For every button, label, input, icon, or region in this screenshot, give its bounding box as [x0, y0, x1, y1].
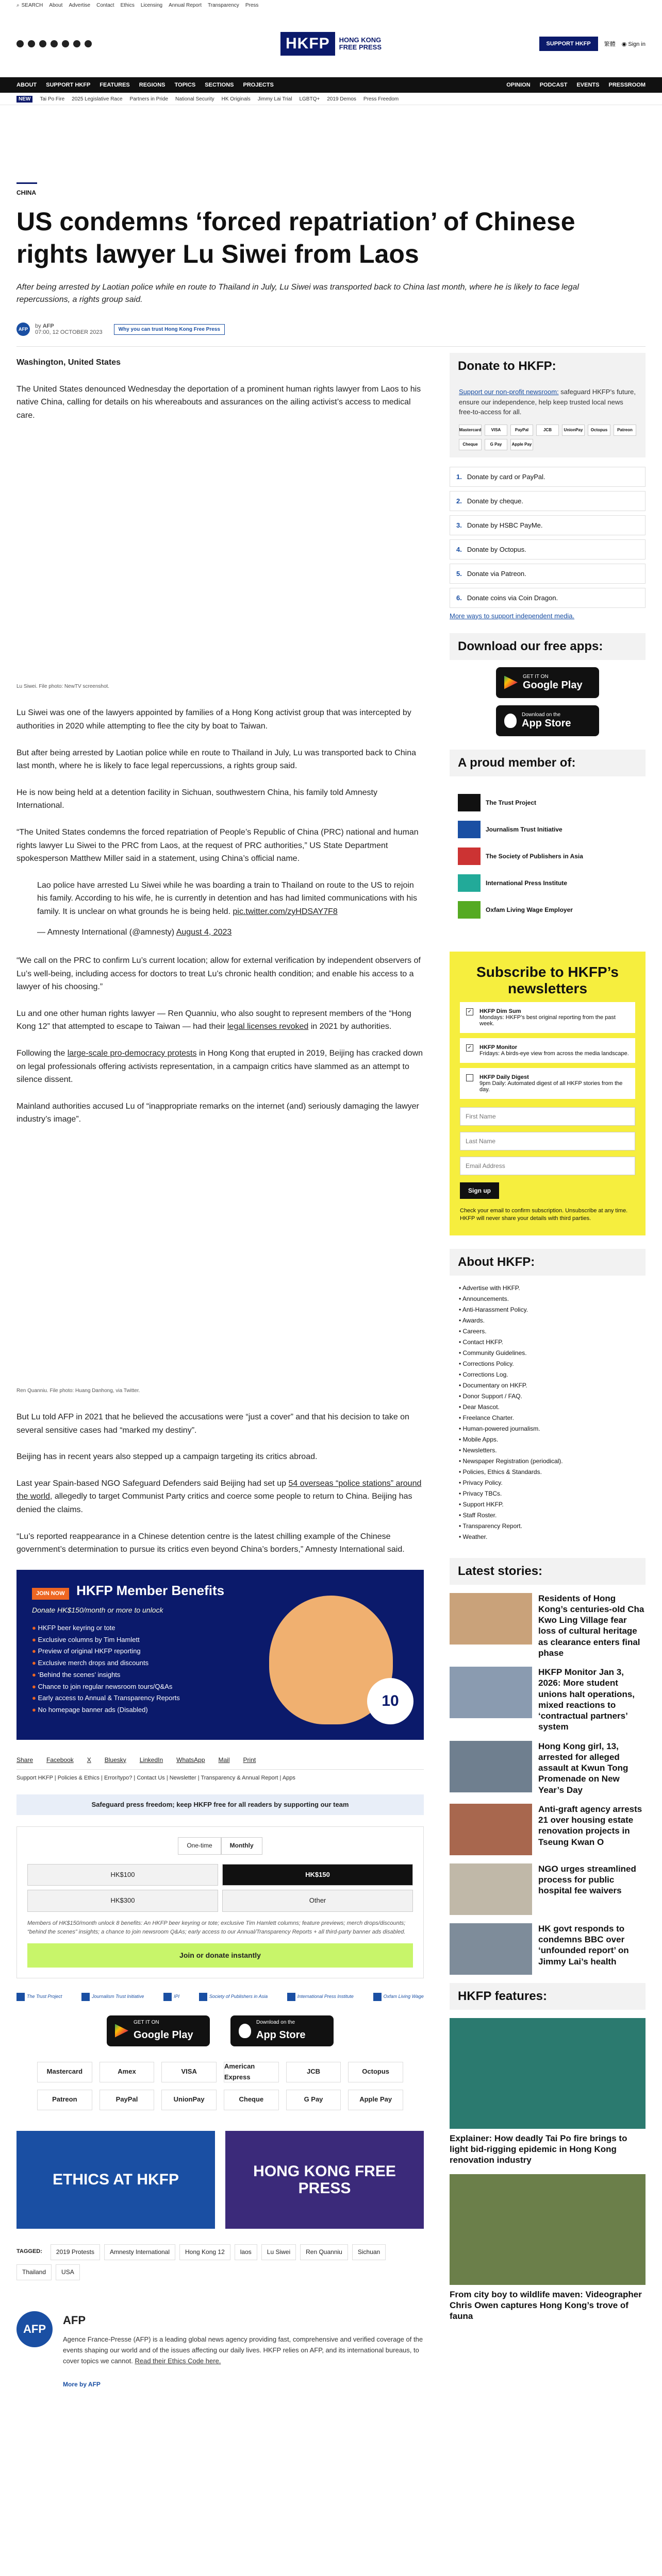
paragraph: Beijing has in recent years also stepped up a campaign targeting its critics abroad.: [16, 1452, 318, 1462]
about-link[interactable]: • Careers.: [459, 1327, 487, 1335]
anniversary-badge: 10: [367, 1678, 413, 1724]
byline: [16, 323, 646, 336]
author-bio: Agence France-Presse (AFP) is a leading global news agency providing fast, comprehensive and verified coverage of the events shaping our world and of the issues affecting our daily lives. HKFP relies on AFP, and its international bureaus, to cover topics we cannot. Read their Ethics Code here.: [63, 2335, 423, 2365]
cheque-icon: Cheque: [459, 439, 482, 450]
paragraph: Lu and one other human rights lawyer — Ren Quanniu, who also sought to represent members of the “Hong Kong 12” that attempted to escape to Taiwan — had their legal licenses revoked in 2021 by authorities.: [16, 1009, 411, 1031]
more-by-author-link[interactable]: More by AFP: [63, 2381, 101, 2388]
nav-support[interactable]: SUPPORT HKFP: [46, 82, 91, 88]
inline-link[interactable]: large-scale pro-democracy protests: [67, 1049, 197, 1058]
member-logo[interactable]: The Trust Project: [458, 794, 637, 811]
share-mail[interactable]: Mail: [218, 1756, 230, 1764]
feature-image[interactable]: [450, 2018, 646, 2129]
frequency-toggle: [27, 1837, 413, 1854]
paragraph: But Lu told AFP in 2021 that he believed the accusations were “just a cover” and that his decision to take on several sensitive cases had “marked my destiny”.: [16, 1413, 409, 1435]
social-links: [16, 40, 92, 47]
google-play-icon: [115, 2024, 128, 2038]
share-x[interactable]: X: [87, 1756, 91, 1764]
about-link[interactable]: • Announcements.: [459, 1295, 509, 1302]
paypal-icon: PayPal: [510, 425, 533, 436]
one-time-option[interactable]: One-time: [178, 1837, 221, 1854]
facebook-icon[interactable]: [16, 40, 24, 47]
member-logo[interactable]: International Press Institute: [458, 874, 637, 892]
trending-item[interactable]: Press Freedom: [363, 96, 399, 102]
donate-method[interactable]: 6. Donate coins via Coin Dragon.: [450, 588, 646, 608]
feature-title[interactable]: From city boy to wildlife maven: Videographer Chris Owen captures Hong Kong’s trove of fauna: [450, 2289, 642, 2321]
mastercard-icon: Mastercard: [37, 2062, 92, 2082]
about-link[interactable]: • Corrections Log.: [459, 1370, 508, 1378]
press-institute-logo[interactable]: International Press Institute: [287, 1993, 354, 2001]
banner-subtitle: Donate HK$150/month or more to unlock: [32, 1606, 163, 1615]
donation-form: [16, 1826, 424, 1978]
join-now-badge: JOIN NOW: [32, 1588, 69, 1600]
donate-method[interactable]: 3. Donate by HSBC PayMe.: [450, 515, 646, 535]
sidebar-payment-logos: [459, 425, 636, 450]
more-ways-link[interactable]: More ways to support independent media.: [450, 612, 575, 620]
ipi-logo[interactable]: IPI: [163, 1993, 179, 2001]
category-bar: [16, 182, 37, 184]
publish-date: 07:00, 12 OCTOBER 2023: [35, 329, 103, 335]
tweet-signature: — Amnesty International (@amnesty) August 4, 2023: [37, 927, 232, 937]
about-list-wrap: [450, 1276, 646, 1550]
util-link-about[interactable]: About: [49, 2, 63, 8]
donate-button[interactable]: Join or donate instantly: [27, 1943, 413, 1967]
latest-story[interactable]: [450, 1593, 646, 1659]
google-play-icon: [504, 676, 518, 689]
nav-regions[interactable]: REGIONS: [139, 82, 166, 88]
nav-projects[interactable]: PROJECTS: [243, 82, 274, 88]
share-facebook[interactable]: Facebook: [46, 1756, 74, 1764]
member-logos: [450, 776, 646, 936]
about-link[interactable]: • Support HKFP.: [459, 1500, 504, 1508]
about-link[interactable]: • Newsletters.: [459, 1446, 497, 1454]
youtube-icon[interactable]: [62, 40, 69, 47]
dateline: Washington, United States: [16, 358, 121, 367]
latest-story[interactable]: [450, 1667, 646, 1733]
press-freedom-banner[interactable]: Safeguard press freedom; keep HKFP free for all readers by supporting our team: [16, 1794, 424, 1816]
last-name-input[interactable]: [460, 1132, 635, 1150]
linkedin-icon[interactable]: [73, 40, 80, 47]
author-box-name[interactable]: AFP: [63, 2313, 86, 2327]
tweet-date-link[interactable]: August 4, 2023: [176, 927, 232, 937]
about-link[interactable]: • Awards.: [459, 1316, 485, 1324]
util-link-ethics[interactable]: Ethics: [120, 2, 135, 8]
unionpay-icon: UnionPay: [161, 2090, 217, 2110]
story-thumbnail[interactable]: [450, 1593, 532, 1645]
story-thumbnail[interactable]: [450, 1667, 532, 1718]
tags-label: TAGGED:: [16, 2248, 42, 2255]
ipi-icon: [458, 874, 481, 892]
about-list: [450, 1276, 646, 1550]
octopus-icon: Octopus: [588, 425, 610, 436]
benefit-item: ● ‘Behind the scenes’ insights: [32, 1669, 413, 1681]
checkbox[interactable]: ✓: [466, 1044, 473, 1052]
amount-options: [27, 1864, 413, 1912]
trending-item[interactable]: HK Originals: [221, 96, 251, 102]
apple-icon: [504, 714, 517, 728]
trending-item[interactable]: 2025 Legislative Race: [72, 96, 123, 102]
tag[interactable]: Lu Siwei: [261, 2244, 296, 2260]
nav-events[interactable]: EVENTS: [576, 82, 600, 88]
about-link[interactable]: • Transparency Report.: [459, 1522, 522, 1530]
about-link[interactable]: • Community Guidelines.: [459, 1349, 527, 1357]
jcb-icon: JCB: [286, 2062, 341, 2082]
promo-banners: [16, 2131, 424, 2229]
app-buttons: [16, 2015, 424, 2046]
tag-list: [16, 2244, 424, 2280]
jti-logo[interactable]: Journalism Trust Initiative: [81, 1993, 144, 2001]
author-name[interactable]: AFP: [42, 323, 54, 329]
trending-bar: [0, 93, 662, 105]
inline-link[interactable]: 54 overseas “police stations” around the world: [16, 1479, 422, 1501]
about-link[interactable]: • Mobile Apps.: [459, 1435, 499, 1443]
article-body: [16, 353, 424, 2390]
google-pay-icon: G Pay: [286, 2090, 341, 2110]
ethics-code-link[interactable]: Read their Ethics Code here.: [135, 2357, 221, 2365]
util-link-contact[interactable]: Contact: [96, 2, 114, 8]
about-link[interactable]: • Anti-Harassment Policy.: [459, 1306, 528, 1313]
x-icon[interactable]: [28, 40, 35, 47]
rss-icon[interactable]: [85, 40, 92, 47]
paragraph: Following the large-scale pro-democracy protests in Hong Kong that erupted in 2019, Beijing has cracked down on legal professionals offering activists representation, in a campaign critics have slammed as an attempt to silence dissent.: [16, 1049, 423, 1084]
feature-title[interactable]: Explainer: How deadly Tai Po fire brings to light bid-rigging epidemic in Hong Kong renovation industry: [450, 2133, 627, 2165]
donate-method[interactable]: 5. Donate via Patreon.: [450, 564, 646, 584]
story-title[interactable]: HKFP Monitor Jan 3, 2026: More student unions halt operations, mixed reactions to ‘contractual partners’ system: [538, 1667, 635, 1732]
paragraph: Last year Spain-based NGO Safeguard Defenders said Beijing had set up 54 overseas “police stations” around the world, allegedly to target Communist Party critics and coerce some people to return to China. Beijing has denied the claims.: [16, 1479, 422, 1514]
tag[interactable]: Thailand: [16, 2264, 52, 2280]
banner-title: HKFP Member Benefits: [76, 1582, 225, 1598]
tweet-text: Lao police have arrested Lu Siwei while he was boarding a train to Thailand on route to the US to rejoin his family. According to his wife, he is currently in detention and has had limited communications with his family. It is unclear on what grounds he is being held. pic.twitter.com/zyHDSAY7F8: [37, 880, 417, 916]
amount-option-selected[interactable]: HK$150: [222, 1864, 413, 1886]
trending-item[interactable]: LGBTQ+: [299, 96, 320, 102]
amex-icon: Amex: [100, 2062, 155, 2082]
nav-features[interactable]: FEATURES: [100, 82, 130, 88]
paypal-icon: PayPal: [100, 2090, 155, 2110]
oxfam-icon: [458, 901, 481, 919]
user-icon: ◉: [621, 41, 628, 47]
photo-caption: Ren Quanniu. File photo: Huang Danhong, via Twitter.: [16, 1388, 140, 1394]
paragraph: The United States denounced Wednesday the deportation of a prominent human rights lawyer from Laos to his native China, calling for details on his whereabouts and assurances on the ailing activist’s access to medical care.: [16, 384, 421, 420]
content-columns: [16, 353, 646, 2390]
embedded-tweet: [16, 879, 424, 939]
story-title[interactable]: Residents of Hong Kong’s centuries-old Cha Kwo Ling Village fear loss of cultural heritage as clearance enters final phase: [538, 1593, 644, 1658]
sidebar: [450, 353, 646, 2390]
paragraph: But after being arrested by Laotian police while en route to Thailand in July, Lu was transported back to China last month, where he is likely to face legal repercussions, a rights group said.: [16, 748, 416, 771]
util-link-transparency[interactable]: Transparency: [208, 2, 239, 8]
newsletter-option[interactable]: ✓ HKFP Dim Sum Mondays: HKFP’s best original reporting from the past week.: [460, 1002, 635, 1033]
about-link[interactable]: • Human-powered journalism.: [459, 1425, 540, 1432]
nav-sections[interactable]: SECTIONS: [205, 82, 234, 88]
amount-option[interactable]: HK$300: [27, 1890, 218, 1912]
jti-icon: [458, 821, 481, 838]
benefit-item: ● No homepage banner ads (Disabled): [32, 1704, 413, 1716]
payment-logos: [37, 2062, 403, 2110]
share-bar: [16, 1755, 424, 1765]
threads-icon[interactable]: [51, 40, 58, 47]
trust-project-icon: [458, 794, 481, 811]
paragraph: Lu Siwei was one of the lawyers appointed by families of a Hong Kong activist group that was intercepted by authorities in 2020 while attempting to flee the city by boat to Taiwan.: [16, 708, 411, 731]
app-store-button[interactable]: Download on the App Store: [496, 705, 599, 736]
trending-item[interactable]: Partners in Pride: [129, 96, 169, 102]
features-heading: HKFP features:: [450, 1983, 646, 2010]
nav-about[interactable]: ABOUT: [16, 82, 37, 88]
newsletter-heading: Subscribe to HKFP’s newsletters: [476, 963, 619, 996]
newsletter-signup: [450, 952, 646, 1235]
donate-method[interactable]: 2. Donate by cheque.: [450, 491, 646, 511]
sign-in-link[interactable]: ◉ Sign in: [621, 41, 646, 47]
about-heading: About HKFP:: [450, 1249, 646, 1276]
first-name-input[interactable]: [460, 1107, 635, 1126]
about-link[interactable]: • Privacy Policy.: [459, 1479, 503, 1486]
divider: [16, 1769, 424, 1770]
google-pay-icon: G Pay: [485, 439, 507, 450]
newsletter-option[interactable]: ✓ HKFP Monitor Fridays: A birds-eye view from across the media landscape.: [460, 1038, 635, 1063]
share-whatsapp[interactable]: WhatsApp: [176, 1756, 205, 1764]
tag[interactable]: Sichuan: [352, 2244, 386, 2260]
divider: [16, 346, 646, 347]
about-link[interactable]: • Contact HKFP.: [459, 1338, 504, 1346]
sign-up-button[interactable]: Sign up: [460, 1182, 499, 1199]
feature-story[interactable]: [450, 2018, 646, 2166]
hkfp-promo[interactable]: HONG KONG FREE PRESS: [225, 2131, 424, 2229]
paragraph: “We call on the PRC to confirm Lu’s current location; allow for external verification by independent observers of Lu’s well-being, including access for doctors to treat Lu’s chronic health condition; and enable his access to a lawyer of his choosing.”: [16, 956, 421, 992]
jti-icon: [81, 1993, 90, 2001]
share-linkedin[interactable]: LinkedIn: [139, 1756, 163, 1764]
cheque-icon: Cheque: [224, 2090, 279, 2110]
benefit-item: ● Chance to join regular newsroom tours/Q&As: [32, 1681, 413, 1693]
story-title[interactable]: Anti-graft agency arrests 21 over housing estate renovation projects in Tseung Kwan O: [538, 1804, 642, 1847]
press-institute-icon: [287, 1993, 295, 2001]
story-thumbnail[interactable]: [450, 1863, 532, 1915]
story-title[interactable]: HK govt responds to condemns BBC over ‘unfounded report’ on Jimmy Lai’s health: [538, 1923, 629, 1967]
nav-opinion[interactable]: OPINION: [506, 82, 531, 88]
tag[interactable]: 2019 Protests: [51, 2244, 100, 2260]
benefit-item: ● Early access to Annual & Transparency Reports: [32, 1692, 413, 1704]
story-thumbnail[interactable]: [450, 1741, 532, 1792]
benefit-item: ● Exclusive merch drops and discounts: [32, 1657, 413, 1669]
sopa-logo[interactable]: Society of Publishers in Asia: [199, 1993, 268, 2001]
tweet-link[interactable]: pic.twitter.com/zyHDSAY7F8: [233, 907, 338, 916]
search-icon: ⌕: [16, 2, 20, 8]
instagram-icon[interactable]: [39, 40, 46, 47]
tag[interactable]: laos: [235, 2244, 257, 2260]
apple-pay-icon: Apple Pay: [348, 2090, 403, 2110]
apps-heading: Download our free apps:: [450, 633, 646, 660]
amount-option-other[interactable]: Other: [222, 1890, 413, 1912]
donate-heading: Donate to HKFP:: [450, 353, 646, 380]
share-print[interactable]: Print: [243, 1756, 256, 1764]
policy-links[interactable]: Support HKFP | Policies & Ethics | Error/typo? | Contact Us | Newsletter | Transparency & Annual Report | Apps: [16, 1774, 295, 1781]
oxfam-icon: [373, 1993, 382, 2001]
about-link[interactable]: • Corrections Policy.: [459, 1360, 514, 1367]
site-header: [0, 10, 662, 77]
newsletter-note: Check your email to confirm subscription. Unsubscribe at any time. HKFP will never share your details with third parties.: [460, 1207, 628, 1222]
membership-logos: [16, 1993, 424, 2001]
about-link[interactable]: • Newspaper Registration (periodical).: [459, 1457, 563, 1465]
share-label: Share: [16, 1756, 34, 1764]
latest-story[interactable]: [450, 1804, 646, 1855]
paragraph: He is now being held at a detention facility in Sichuan, southwestern China, his family told Amnesty International.: [16, 788, 377, 810]
patreon-icon: Patreon: [37, 2090, 92, 2110]
trending-item[interactable]: Jimmy Lai Trial: [257, 96, 292, 102]
about-link[interactable]: • Freelance Charter.: [459, 1414, 514, 1421]
about-link[interactable]: • Weather.: [459, 1533, 488, 1540]
donate-method[interactable]: 4. Donate by Octopus.: [450, 539, 646, 560]
latest-heading: Latest stories:: [450, 1558, 646, 1585]
feature-stories: [450, 2018, 646, 2322]
donate-panel: Support our non-profit newsroom: safeguard HKFP’s future, ensure our independence, help keep trusted local news free-to-access for all. Mastercard VISA PayPal JCB UnionPay Octopus Patreon Cheque G Pay Apple Pay: [450, 380, 646, 457]
support-hkfp-button[interactable]: SUPPORT HKFP: [539, 37, 598, 51]
tag[interactable]: Amnesty International: [104, 2244, 175, 2260]
nav-pressroom[interactable]: PRESSROOM: [608, 82, 646, 88]
author-box-avatar[interactable]: AFP: [16, 2311, 53, 2347]
app-store-button[interactable]: Download on the App Store: [230, 2015, 334, 2046]
header-actions: [539, 37, 646, 51]
site-logo[interactable]: [280, 32, 382, 56]
about-link[interactable]: • Documentary on HKFP.: [459, 1381, 527, 1389]
about-link[interactable]: • Dear Mascot.: [459, 1403, 500, 1411]
story-title[interactable]: Hong Kong girl, 13, arrested for alleged assault at Kwun Tong Promenade on New Year’s Day: [538, 1741, 628, 1795]
util-search[interactable]: ⌕ SEARCH: [16, 2, 43, 8]
donate-methods: [450, 467, 646, 620]
article-wrapper: [16, 182, 646, 2390]
trending-item[interactable]: Tai Po Fire: [40, 96, 65, 102]
ethics-promo[interactable]: ETHICS AT HKFP: [16, 2131, 215, 2229]
category-label[interactable]: CHINA: [16, 189, 36, 196]
util-link-advertise[interactable]: Advertise: [69, 2, 91, 8]
trust-project-icon: [16, 1993, 25, 2001]
trending-item[interactable]: National Security: [175, 96, 214, 102]
utility-bar: [0, 0, 662, 10]
about-link[interactable]: • Staff Roster.: [459, 1511, 497, 1519]
mastercard-icon: Mastercard: [459, 425, 482, 436]
ipi-icon: [163, 1993, 172, 2001]
benefit-item: ● HKFP beer keyring or tote: [32, 1622, 413, 1634]
apple-icon: [239, 2024, 251, 2038]
visa-icon: VISA: [485, 425, 507, 436]
american-express-icon: American Express: [224, 2062, 279, 2082]
tag[interactable]: USA: [56, 2264, 80, 2280]
share-bluesky[interactable]: Bluesky: [104, 1756, 126, 1764]
member-logo[interactable]: The Society of Publishers in Asia: [458, 848, 637, 865]
photo-caption: Lu Siwei. File photo: NewTV screenshot.: [16, 684, 110, 690]
util-link-licensing[interactable]: Licensing: [140, 2, 163, 8]
nav-podcast[interactable]: PODCAST: [539, 82, 568, 88]
about-link[interactable]: • Privacy TBCs.: [459, 1489, 502, 1497]
article-title: US condemns ‘forced repatriation’ of Chinese rights lawyer Lu Siwei from Laos: [16, 207, 575, 268]
story-thumbnail[interactable]: [450, 1923, 532, 1975]
latest-story[interactable]: [450, 1923, 646, 1975]
benefit-item: ● Exclusive columns by Tim Hamlett: [32, 1634, 413, 1646]
feature-image[interactable]: [450, 2174, 646, 2285]
tag[interactable]: Ren Quanniu: [300, 2244, 348, 2260]
benefit-item: ● Preview of original HKFP reporting: [32, 1646, 413, 1657]
util-link-press[interactable]: Press: [245, 2, 259, 8]
story-thumbnail[interactable]: [450, 1804, 532, 1855]
unionpay-icon: UnionPay: [562, 425, 585, 436]
octopus-icon: Octopus: [348, 2062, 403, 2082]
story-title[interactable]: NGO urges streamlined process for public hospital fee waivers: [538, 1863, 636, 1896]
main-nav: [0, 77, 662, 93]
checkbox[interactable]: ✓: [466, 1008, 473, 1015]
tag[interactable]: Hong Kong 12: [179, 2244, 230, 2260]
article-excerpt: After being arrested by Laotian police while en route to Thailand in July, Lu Siwei was transported back to China last month, where he is likely to face legal repercussions, a rights group said.: [16, 283, 579, 304]
member-logo[interactable]: Oxfam Living Wage Employer: [458, 901, 637, 919]
language-switch[interactable]: 繁體: [604, 41, 616, 47]
oxfam-logo[interactable]: Oxfam Living Wage: [373, 1993, 424, 2001]
donate-intro-link[interactable]: Support our non-profit newsroom:: [459, 388, 559, 396]
inline-link[interactable]: legal licenses revoked: [227, 1022, 309, 1031]
jcb-icon: JCB: [536, 425, 559, 436]
about-link[interactable]: • Policies, Ethics & Standards.: [459, 1468, 542, 1476]
google-play-button[interactable]: GET IT ON Google Play: [107, 2015, 210, 2046]
nav-topics[interactable]: TOPICS: [174, 82, 196, 88]
email-input[interactable]: [460, 1157, 635, 1175]
google-play-button[interactable]: GET IT ON Google Play: [496, 667, 599, 698]
newsletter-option[interactable]: HKFP Daily Digest 9pm Daily: Automated digest of all HKFP stories from the day.: [460, 1068, 635, 1099]
new-badge: NEW: [16, 96, 32, 103]
monthly-option[interactable]: Monthly: [221, 1837, 262, 1854]
trending-item[interactable]: 2019 Demos: [327, 96, 356, 102]
trust-project-logo[interactable]: The Trust Project: [16, 1993, 62, 2001]
sopa-icon: [458, 848, 481, 865]
patreon-icon: Patreon: [614, 425, 636, 436]
latest-stories: [450, 1593, 646, 1975]
visa-icon: VISA: [161, 2062, 217, 2082]
byline-text: by AFP 07:00, 12 OCTOBER 2023: [35, 323, 103, 335]
logo-mark: HKFP: [280, 32, 335, 56]
article-photo: [16, 1140, 424, 1387]
author-avatar[interactable]: AFP: [16, 323, 30, 336]
membership-banner[interactable]: [16, 1570, 424, 1740]
author-box: [16, 2311, 424, 2390]
about-link[interactable]: • Advertise with HKFP.: [459, 1284, 520, 1292]
feature-story[interactable]: [450, 2174, 646, 2322]
apple-pay-icon: Apple Pay: [510, 439, 533, 450]
trust-link[interactable]: Why you can trust Hong Kong Free Press: [114, 324, 225, 335]
article-photo: [16, 435, 424, 683]
paragraph: “Lu’s reported reappearance in a Chinese detention centre is the latest chilling example of the Chinese government’s determination to pursue its critics even beyond China’s borders,” Amnesty International said.: [16, 1532, 405, 1554]
donate-method[interactable]: 1. Donate by card or PayPal.: [450, 467, 646, 487]
checkbox[interactable]: [466, 1074, 473, 1081]
paragraph: “The United States condemns the forced repatriation of People’s Republic of China (PRC) national and human rights lawyer Lu Siwei to the PRC from Laos, at the request of PRC authorities,” US State Department spokesperson Matthew Miller said in a statement, using China’s official name.: [16, 827, 419, 863]
paragraph: Mainland authorities accused Lu of “inappropriate remarks on the internet (and) seriously damaging the lawyer industry’s image”.: [16, 1101, 419, 1124]
about-link[interactable]: • Donor Support / FAQ.: [459, 1392, 522, 1400]
member-logo[interactable]: Journalism Trust Initiative: [458, 821, 637, 838]
members-heading: A proud member of:: [450, 750, 646, 776]
amount-option[interactable]: HK$100: [27, 1864, 218, 1886]
sopa-icon: [199, 1993, 207, 2001]
latest-story[interactable]: [450, 1741, 646, 1795]
util-link-annual-report[interactable]: Annual Report: [169, 2, 202, 8]
member-note: Members of HK$150/month unlock 8 benefits: An HKFP beer keyring or tote; exclusive Tim Hamlett columns; feature previews; merch drops/discounts; “behind the scenes” insights; a chance to join newsroom Q&As; early access to our Annual/Transparency Reports + all third-party banner ads disabled.: [27, 1920, 406, 1935]
latest-story[interactable]: [450, 1863, 646, 1915]
logo-text: HONG KONG FREE PRESS: [339, 36, 382, 51]
